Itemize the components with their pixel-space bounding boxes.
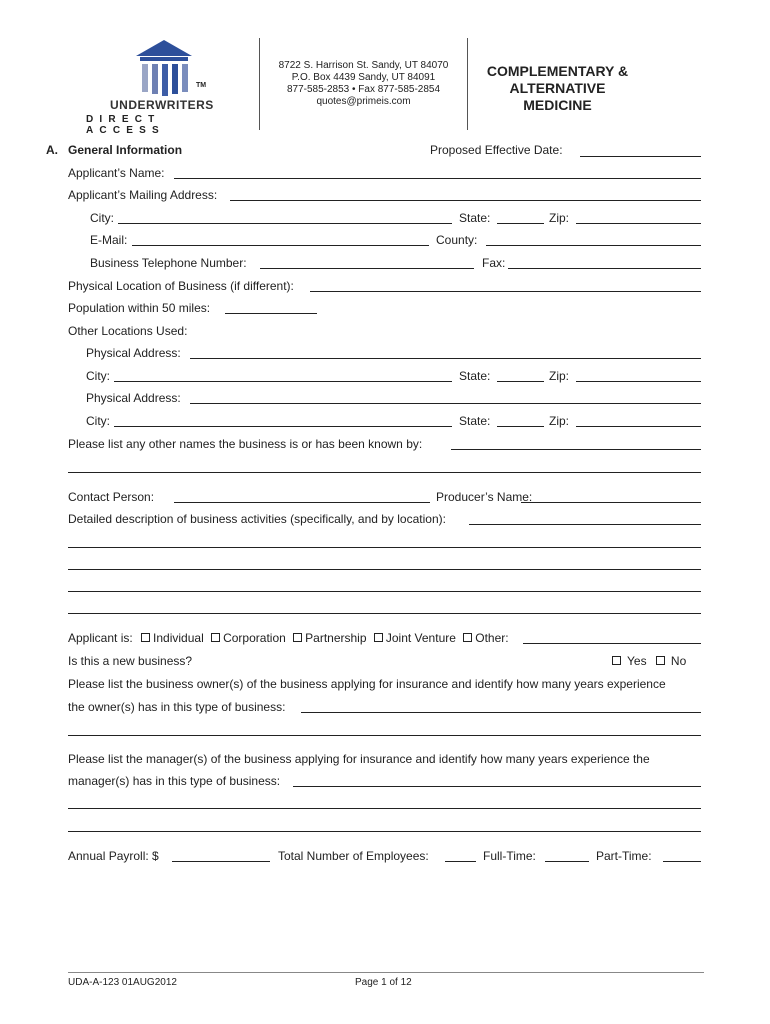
footer-rule [68, 972, 704, 973]
city-2-label: City: [86, 369, 110, 383]
other-locations-label: Other Locations Used: [68, 324, 188, 338]
zip-field[interactable] [576, 223, 701, 224]
state-3-label: State: [459, 414, 491, 428]
other-checkbox[interactable] [463, 633, 472, 642]
population-field[interactable] [225, 313, 317, 314]
physical-address-1-field[interactable] [190, 358, 701, 359]
new-business-label: Is this a new business? [68, 654, 193, 668]
managers-field-line-2[interactable] [68, 808, 701, 809]
other-field[interactable] [523, 643, 701, 644]
county-label: County: [436, 233, 478, 247]
mailing-address-field[interactable] [230, 200, 701, 201]
zip-label: Zip: [549, 211, 570, 225]
logo-trademark: TM [196, 82, 207, 89]
title-line-2: ALTERNATIVE [509, 80, 606, 96]
physical-location-field[interactable] [310, 291, 701, 292]
contact-person-label: Contact Person: [68, 490, 155, 504]
contact-person-field[interactable] [174, 502, 430, 503]
logo-text-underwriters: UNDERWRITERS [110, 98, 214, 112]
producers-name-label: Producer’s Name: [436, 490, 533, 504]
other-label: Other: [475, 631, 509, 645]
address-line-3: 877-585-2853 • Fax 877-585-2854 [286, 84, 441, 95]
applicant-name-field[interactable] [174, 178, 701, 179]
zip-2-label: Zip: [549, 369, 570, 383]
fax-field[interactable] [508, 268, 701, 269]
new-business-options [612, 654, 686, 668]
no-checkbox[interactable] [656, 656, 665, 665]
form-title [470, 63, 645, 114]
state-label: State: [459, 211, 491, 225]
company-address [262, 60, 465, 108]
part-time-field[interactable] [663, 861, 701, 862]
population-label: Population within 50 miles: [68, 301, 211, 315]
owners-question-line-1: Please list the business owner(s) of the business applying for insurance and identify how many years experience [68, 677, 666, 691]
section-letter: A. [46, 143, 58, 157]
zip-3-label: Zip: [549, 414, 570, 428]
section-title: General Information [68, 143, 183, 157]
city-2-field[interactable] [114, 381, 452, 382]
corporation-checkbox[interactable] [211, 633, 220, 642]
partnership-checkbox[interactable] [293, 633, 302, 642]
address-email: quotes@primeis.com [316, 96, 411, 107]
state-3-field[interactable] [497, 426, 544, 427]
form-id: UDA-A-123 01AUG2012 [68, 977, 177, 988]
title-line-3: MEDICINE [523, 97, 592, 113]
business-phone-label: Business Telephone Number: [90, 256, 247, 270]
state-field[interactable] [497, 223, 544, 224]
no-label: No [670, 654, 687, 668]
managers-question-line-1: Please list the manager(s) of the business applying for insurance and identify how many years experience the [68, 752, 650, 766]
part-time-label: Part-Time: [596, 849, 652, 863]
managers-field-line-3[interactable] [68, 831, 701, 832]
applicant-type-row [68, 631, 509, 645]
zip-2-field[interactable] [576, 381, 701, 382]
yes-checkbox[interactable] [612, 656, 621, 665]
other-names-field-line-2[interactable] [68, 472, 701, 473]
state-2-field[interactable] [497, 381, 544, 382]
description-line-4[interactable] [68, 591, 701, 592]
building-columns-icon [84, 38, 244, 100]
other-names-label: Please list any other names the business is or has been known by: [68, 437, 423, 451]
applicant-name-label: Applicant’s Name: [68, 166, 165, 180]
owners-field-line-2[interactable] [68, 735, 701, 736]
city-3-label: City: [86, 414, 110, 428]
state-2-label: State: [459, 369, 491, 383]
full-time-field[interactable] [545, 861, 589, 862]
description-field[interactable] [469, 524, 701, 525]
managers-field[interactable] [293, 786, 701, 787]
address-line-2: P.O. Box 4439 Sandy, UT 84091 [291, 72, 436, 83]
corporation-label: Corporation [223, 631, 286, 645]
email-field[interactable] [132, 245, 429, 246]
applicant-is-label: Applicant is: [68, 631, 133, 645]
description-line-2[interactable] [68, 547, 701, 548]
total-employees-field[interactable] [445, 861, 476, 862]
business-phone-field[interactable] [260, 268, 474, 269]
title-line-1: COMPLEMENTARY & [486, 63, 629, 79]
address-line-1: 8722 S. Harrison St. Sandy, UT 84070 [278, 60, 449, 71]
description-label: Detailed description of business activities (specifically, and by location): [68, 512, 446, 526]
joint-venture-label: Joint Venture [385, 631, 456, 645]
annual-payroll-label: Annual Payroll: $ [68, 849, 159, 863]
owners-question-line-2: the owner(s) has in this type of business: [68, 700, 286, 714]
description-line-5[interactable] [68, 613, 701, 614]
annual-payroll-field[interactable] [172, 861, 270, 862]
zip-3-field[interactable] [576, 426, 701, 427]
mailing-address-label: Applicant’s Mailing Address: [68, 188, 218, 202]
partnership-label: Partnership [305, 631, 367, 645]
physical-address-2-field[interactable] [190, 403, 701, 404]
email-label: E-Mail: [90, 233, 128, 247]
joint-venture-checkbox[interactable] [374, 633, 383, 642]
owners-field[interactable] [301, 712, 701, 713]
company-logo [84, 38, 244, 136]
physical-address-2-label: Physical Address: [86, 391, 181, 405]
producers-name-field[interactable] [521, 502, 701, 503]
managers-question-line-2: manager(s) has in this type of business: [68, 774, 281, 788]
individual-label: Individual [153, 631, 204, 645]
fax-label: Fax: [482, 256, 506, 270]
other-names-field[interactable] [451, 449, 701, 450]
total-employees-label: Total Number of Employees: [278, 849, 429, 863]
city-label: City: [90, 211, 114, 225]
header-divider-right [467, 38, 468, 130]
description-line-3[interactable] [68, 569, 701, 570]
effective-date-field[interactable] [580, 156, 701, 157]
physical-location-label: Physical Location of Business (if different): [68, 279, 294, 293]
individual-checkbox[interactable] [141, 633, 150, 642]
city-field[interactable] [118, 223, 452, 224]
page-number: Page 1 of 12 [355, 977, 412, 988]
county-field[interactable] [486, 245, 701, 246]
city-3-field[interactable] [114, 426, 452, 427]
header-divider-left [259, 38, 260, 130]
logo-text-direct-access: DIRECT ACCESS [86, 114, 165, 136]
effective-date-label: Proposed Effective Date: [430, 143, 563, 157]
yes-label: Yes [627, 654, 647, 668]
full-time-label: Full-Time: [483, 849, 536, 863]
physical-address-1-label: Physical Address: [86, 346, 181, 360]
